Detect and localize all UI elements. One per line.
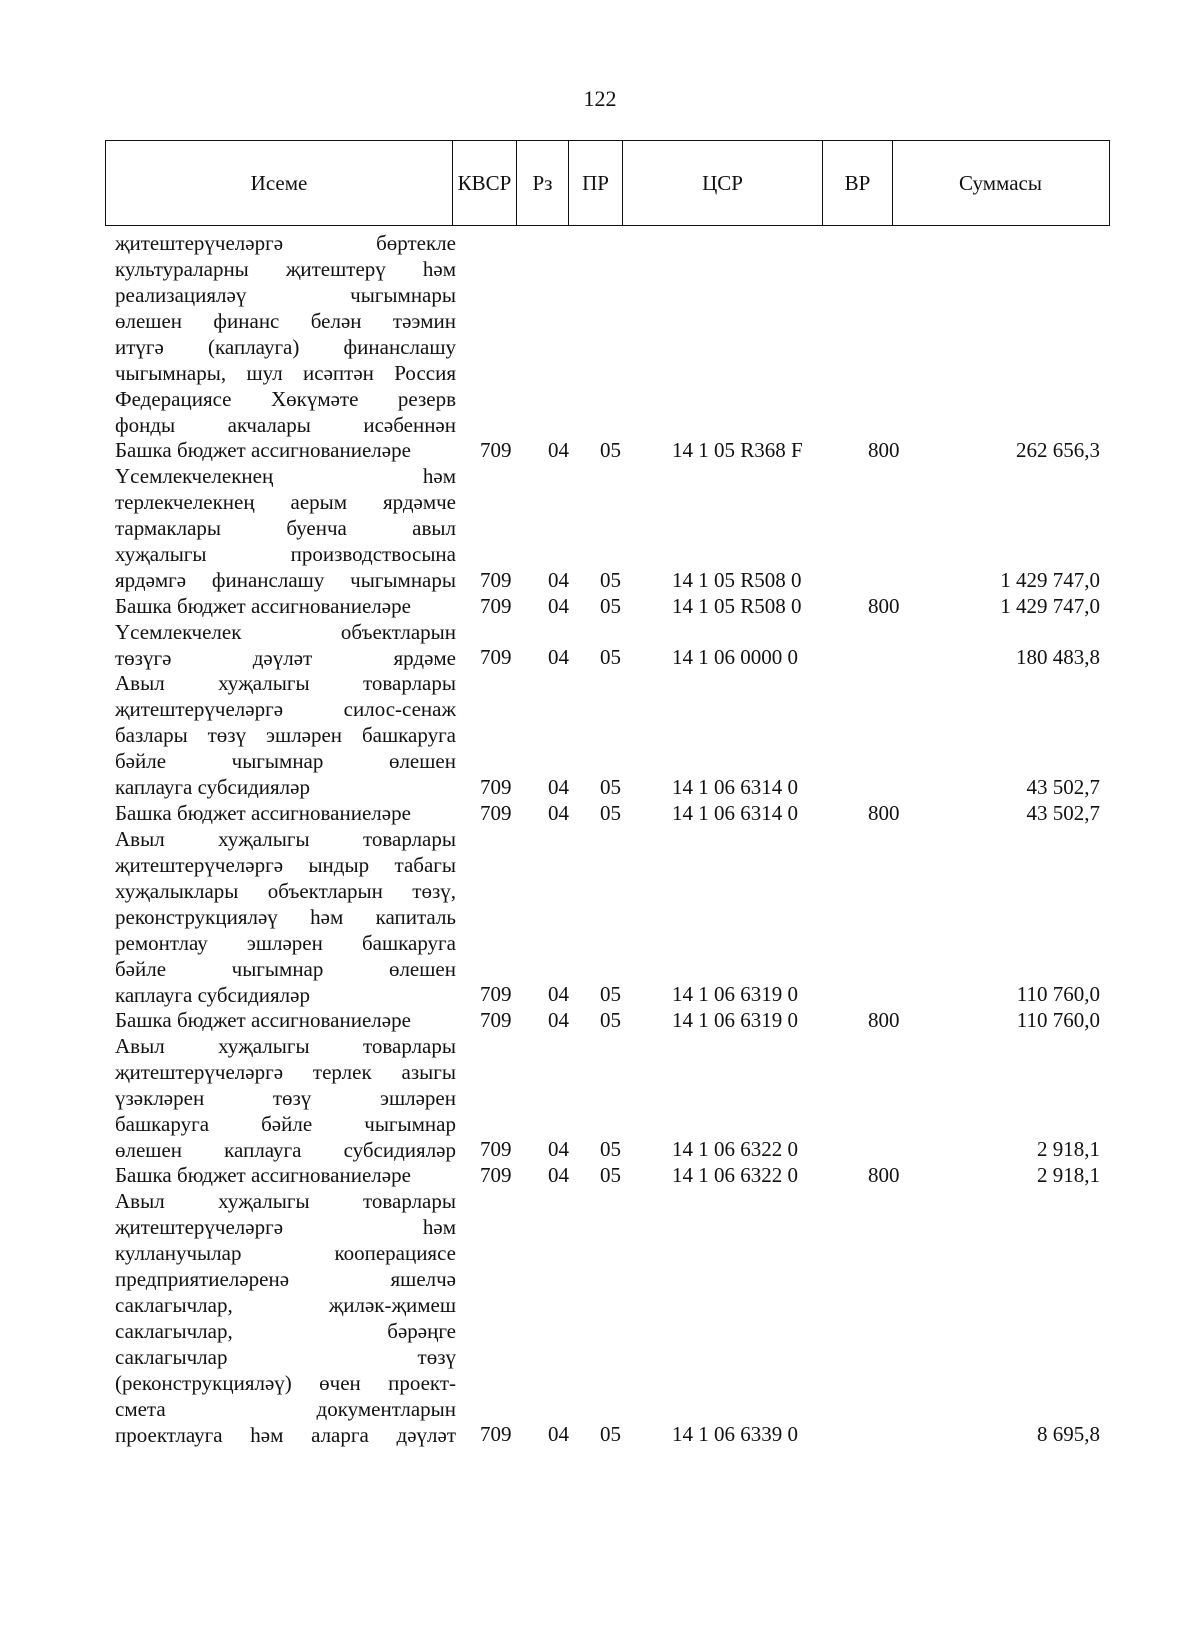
row-csr: 14 1 06 0000 0	[672, 645, 798, 670]
header-kvsr: КВСР	[453, 141, 517, 225]
row-name	[115, 1188, 456, 1448]
header-csr: ЦСР	[623, 141, 823, 225]
row-name-line: җитештерүчеләргә силос-сенаж	[115, 697, 456, 722]
row-name-line: проектлауга һәм аларга дәүләт	[115, 1423, 456, 1448]
row-kvsr: 709	[480, 1137, 512, 1162]
row-vr: 800	[868, 1163, 900, 1188]
row-csr: 14 1 05 R368 F	[672, 438, 803, 463]
row-name-line: Үсемлекчелек объектларын	[115, 619, 456, 644]
row-rz: 04	[548, 1137, 569, 1162]
row-csr: 14 1 06 6319 0	[672, 1008, 798, 1032]
row-name-line: җитештерүчеләргә һәм	[115, 1215, 456, 1240]
row-pr: 05	[600, 1422, 621, 1447]
row-pr: 05	[600, 774, 621, 799]
row-sum: 1 429 747,0	[1000, 593, 1100, 618]
row-kvsr: 709	[480, 1422, 512, 1447]
row-name-line: Федерациясе Хөкүмәте резерв	[115, 387, 456, 411]
row-name-line: каплауга субсидияләр	[115, 775, 310, 800]
row-name-line: Башка бюджет ассигнованиеләре	[115, 438, 411, 463]
row-name-line: Башка бюджет ассигнованиеләре	[115, 1008, 411, 1032]
row-name-line: кулланучылар кооперациясе	[115, 1241, 456, 1266]
row-rz: 04	[548, 645, 569, 670]
row-name-line: предприятиеләренә яшелчә	[115, 1267, 456, 1292]
row-kvsr: 709	[480, 593, 512, 618]
row-sum: 262 656,3	[1016, 438, 1100, 463]
row-name-line: бәйле чыгымнар өлешен	[115, 956, 456, 981]
row-name-line: каплауга субсидияләр	[115, 982, 310, 1007]
row-csr: 14 1 06 6314 0	[672, 800, 798, 825]
row-name-line: җитештерүчеләргә бөртекле	[115, 231, 456, 255]
row-name-line: саклагычлар, җиләк-җимеш	[115, 1293, 456, 1318]
row-name-line: төзүгә дәүләт ярдәме	[115, 645, 456, 670]
row-sum: 8 695,8	[1037, 1422, 1100, 1447]
row-name	[115, 1162, 456, 1188]
row-csr: 14 1 05 R508 0	[672, 567, 802, 592]
row-name-line: Авыл хуҗалыгы товарлары	[115, 1189, 456, 1214]
row-csr: 14 1 06 6319 0	[672, 982, 798, 1007]
row-pr: 05	[600, 1137, 621, 1162]
row-sum: 1 429 747,0	[1000, 567, 1100, 592]
row-csr: 14 1 06 6322 0	[672, 1137, 798, 1162]
row-name-line: культураларны җитештерү һәм	[115, 257, 456, 281]
row-name-line: Башка бюджет ассигнованиеләре	[115, 800, 411, 825]
row-pr: 05	[600, 567, 621, 592]
row-name-line: хуҗалыклары объектларын төзү,	[115, 878, 456, 903]
row-name-line: башкаруга бәйле чыгымнар	[115, 1111, 456, 1136]
row-name-line: Башка бюджет ассигнованиеләре	[115, 593, 411, 618]
row-rz: 04	[548, 593, 569, 618]
row-kvsr: 709	[480, 774, 512, 799]
row-vr: 800	[868, 438, 900, 463]
row-pr: 05	[600, 438, 621, 463]
row-rz: 04	[548, 774, 569, 799]
row-name	[115, 800, 456, 826]
row-pr: 05	[600, 800, 621, 825]
row-name-line: фонды акчалары исәбеннән	[115, 413, 456, 437]
row-name-line: ярдәмгә финанслашу чыгымнары	[115, 568, 456, 593]
row-pr: 05	[600, 982, 621, 1007]
row-name-line: җитештерүчеләргә ындыр табагы	[115, 852, 456, 877]
row-name-line: ремонтлау эшләрен башкаруга	[115, 930, 456, 955]
row-rz: 04	[548, 1008, 569, 1032]
row-name-line: тармаклары буенча авыл	[115, 516, 456, 541]
row-name-line: үзәкләрен төзү эшләрен	[115, 1085, 456, 1110]
row-name-line: реализацияләү чыгымнары	[115, 283, 456, 307]
row-name-line: итүгә (каплауга) финанслашу	[115, 335, 456, 359]
row-kvsr: 709	[480, 438, 512, 463]
row-pr: 05	[600, 1008, 621, 1032]
row-name-line: өлешен финанс белән тәэмин	[115, 309, 456, 333]
row-name-line: смета документларын	[115, 1397, 456, 1422]
row-kvsr: 709	[480, 1008, 512, 1032]
row-csr: 14 1 06 6314 0	[672, 774, 798, 799]
row-kvsr: 709	[480, 645, 512, 670]
row-rz: 04	[548, 1163, 569, 1188]
row-name-line: җитештерүчеләргә терлек азыгы	[115, 1059, 456, 1084]
row-pr: 05	[600, 593, 621, 618]
row-name-line: саклагычлар, бәрәңге	[115, 1319, 456, 1344]
row-kvsr: 709	[480, 800, 512, 825]
row-name-line: саклагычлар төзү	[115, 1345, 456, 1370]
row-rz: 04	[548, 982, 569, 1007]
header-pr: ПР	[569, 141, 623, 225]
row-rz: 04	[548, 438, 569, 463]
row-kvsr: 709	[480, 1163, 512, 1188]
row-name-line: Авыл хуҗалыгы товарлары	[115, 1033, 456, 1058]
row-name-line: Авыл хуҗалыгы товарлары	[115, 671, 456, 696]
header-name: Исеме	[106, 141, 453, 225]
row-pr: 05	[600, 645, 621, 670]
row-sum: 43 502,7	[1026, 800, 1100, 825]
row-name	[115, 230, 456, 438]
row-kvsr: 709	[480, 982, 512, 1007]
row-rz: 04	[548, 567, 569, 592]
row-csr: 14 1 06 6322 0	[672, 1163, 798, 1188]
row-sum: 110 760,0	[1016, 982, 1100, 1007]
row-name	[115, 826, 456, 1008]
row-rz: 04	[548, 800, 569, 825]
row-name-line: чыгымнары, шул исәптән Россия	[115, 361, 456, 385]
table-header	[105, 140, 1110, 226]
row-sum: 2 918,1	[1037, 1137, 1100, 1162]
page-number: 122	[583, 86, 617, 111]
row-name	[115, 1033, 456, 1163]
row-sum: 43 502,7	[1026, 774, 1100, 799]
row-vr: 800	[868, 593, 900, 618]
row-csr: 14 1 06 6339 0	[672, 1422, 798, 1447]
row-sum: 2 918,1	[1037, 1163, 1100, 1188]
row-name-line: бәйле чыгымнар өлешен	[115, 749, 456, 774]
row-name	[115, 1007, 456, 1033]
row-name-line: терлекчелекнең аерым ярдәмче	[115, 490, 456, 515]
row-name-line: хуҗалыгы производствосына	[115, 542, 456, 567]
header-sum: Суммасы	[959, 170, 1042, 195]
row-name-line: Үсемлекчелекнең һәм	[115, 464, 456, 489]
row-pr: 05	[600, 1163, 621, 1188]
row-name-line: базлары төзү эшләрен башкаруга	[115, 723, 456, 748]
row-name	[115, 463, 456, 593]
row-name	[115, 437, 456, 463]
row-name-line: Авыл хуҗалыгы товарлары	[115, 826, 456, 851]
row-name	[115, 593, 456, 619]
row-kvsr: 709	[480, 567, 512, 592]
row-sum: 110 760,0	[1016, 1008, 1100, 1032]
row-sum: 180 483,8	[1016, 645, 1100, 670]
row-vr: 800	[868, 1008, 900, 1032]
row-csr: 14 1 05 R508 0	[672, 593, 802, 618]
row-name-line: Башка бюджет ассигнованиеләре	[115, 1163, 411, 1188]
row-name-line: өлешен каплауга субсидияләр	[115, 1137, 456, 1162]
header-vr: ВР	[823, 141, 893, 225]
row-name	[115, 670, 456, 800]
row-name	[115, 619, 456, 671]
header-rz: Рз	[517, 141, 569, 225]
row-name-line: реконструкцияләү һәм капиталь	[115, 904, 456, 929]
row-vr: 800	[868, 800, 900, 825]
row-name-line: (реконструкцияләү) өчен проект-	[115, 1371, 456, 1396]
row-rz: 04	[548, 1422, 569, 1447]
